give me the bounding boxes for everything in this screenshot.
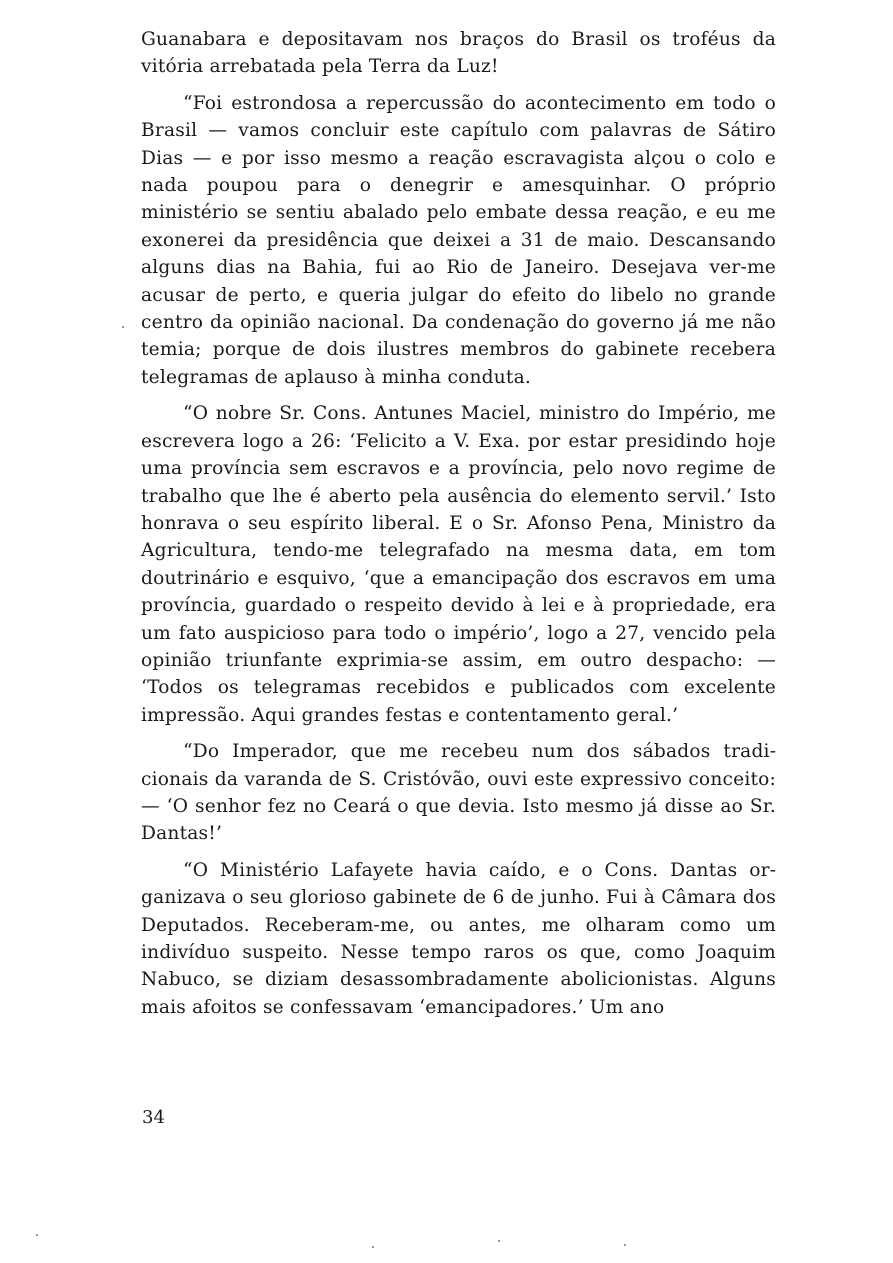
scan-speck (372, 1246, 374, 1248)
paragraph-emperor: “Do Imperador, que me recebeu num dos sábados tradicionais da varanda de S. Cristóvão, ouvi este expressivo conceito: — ‘O senhor fez no Ceará o que devia. Isto mesmo já disse ao Sr. Dantas!’ (141, 741, 776, 845)
scan-speck (624, 1244, 626, 1246)
page-number: 34 (142, 1107, 165, 1128)
page-body (141, 26, 776, 1030)
paragraph-repercussion: “Foi estrondosa a repercussão do acontecimento em todo o Brasil — vamos concluir este capítulo com palavras de Sátiro Dias — e por isso mesmo a reação escravagista alçou o colo e nada poupou para o denegrir e amesquinhar. O próprio ministério se sentiu abalado pelo embate dessa reação, e eu me exonerei da presidência que deixei a 31 de maio. Descansando alguns dias na Bahia, fui ao Rio de Janeiro. Desejava ver-me acusar de perto, e queria julgar do efeito do libelo no grande centro da opinião nacional. Da condenação do governo já me não temia; porque de dois ilustres membros do gabinete recebera telegramas de aplauso à minha conduta. (141, 92, 776, 388)
scan-speck (36, 1234, 38, 1236)
paragraph-antunes-maciel: “O nobre Sr. Cons. Antunes Maciel, ministro do Império, me escrevera logo a 26: ‘Felicito a V. Exa. por estar presidindo hoje uma província sem escravos e a província, pelo novo regime de trabalho que lhe é aberto pela ausência do elemento servil.’ Isto honrava o seu espírito liberal. E o Sr. Afonso Pena, Ministro da Agricultura, tendo-me telegrafado na mesma data, em tom doutrinário e esquivo, ‘que a emancipação dos escravos em uma província, guardado o respeito devido à lei e à propriedade, era um fato auspicioso para todo o império’, logo a 27, vencido pela opinião triunfante exprimia-se assim, em outro despacho: — ‘Todos os telegramas recebidos e publicados com excelente impressão. Aqui grandes festas e contentamento geral.’ (141, 403, 776, 726)
scan-speck (498, 1240, 500, 1242)
paragraph-continuation: Guanabara e depositavam nos braços do Brasil os troféus da vitória arrebatada pela Terra da Luz! (141, 29, 776, 78)
scan-speck (122, 326, 124, 328)
paragraph-lafayete-ministry: “O Ministério Lafayete havia caído, e o Cons. Dantas organizava o seu glorioso gabinete de 6 de junho. Fui à Câmara dos Deputados. Receberam-me, ou antes, me olharam como um indivíduo suspeito. Nesse tempo raros os que, como Joaquim Nabuco, se diziam desassombradamente abolicionistas. Alguns mais afoitos se confessavam ‘emancipadores.’ Um ano (141, 859, 776, 1018)
